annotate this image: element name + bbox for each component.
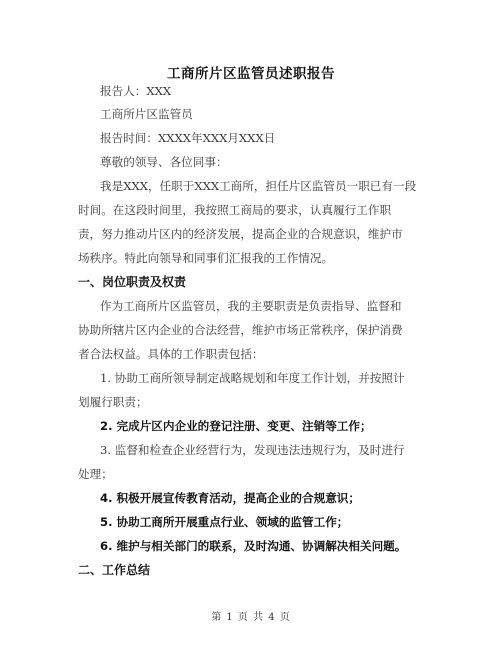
item6-line: 6. 维护与相关部门的联系，及时沟通、协调解决相关问题。 (100, 539, 407, 553)
position-line: 工商所片区监管员 (100, 107, 193, 121)
item3-line-2: 处理； (78, 467, 113, 481)
intro-line-2: 时间。在这段时间里，我按照工商局的要求，认真履行工作职 (78, 203, 392, 217)
reporter-line: 报告人：XXX (100, 84, 172, 98)
item1-line-1: 1. 协助工商所领导制定战略规划和年度工作计划，并按照计 (100, 371, 405, 385)
report-time-line: 报告时间：XXXX年XXX月XXX日 (100, 131, 276, 145)
item5-line: 5. 协助工商所开展重点行业、领域的监管工作； (100, 515, 349, 529)
section1-line-2: 协助所辖片区内企业的合法经营，维护市场正常秩序，保护消费 (78, 323, 403, 337)
document-title: 工商所片区监管员述职报告 (167, 66, 335, 82)
section2-heading: 二、工作总结 (78, 563, 151, 577)
intro-line-4: 场秩序。特此向领导和同事们汇报我的工作情况。 (78, 251, 334, 265)
section1-line-3: 者合法权益。具体的工作职责包括： (78, 347, 264, 361)
item2-line: 2. 完成片区内企业的登记注册、变更、注销等工作； (100, 419, 372, 433)
salutation-line: 尊敬的领导、各位同事： (100, 155, 228, 169)
item1-line-2: 划履行职责； (78, 395, 148, 409)
section1-heading: 一、岗位职责及权责 (78, 275, 187, 289)
intro-line-1: 我是XXX，任职于XXX工商所，担任片区监管员一职已有一段 (100, 179, 417, 193)
page-number-footer: 第 1 页 共 4 页 (211, 612, 291, 623)
section1-line-1: 作为工商所片区监管员，我的主要职责是负责指导、监督和 (100, 299, 402, 313)
item3-line-1: 3. 监督和检查企业经营行为，发现违法违规行为，及时进行 (100, 443, 405, 457)
item4-line: 4. 积极开展宣传教育活动，提高企业的合规意识； (100, 491, 360, 505)
intro-line-3: 责，努力推动片区内的经济发展，提高企业的合规意识，维护市 (78, 227, 403, 241)
